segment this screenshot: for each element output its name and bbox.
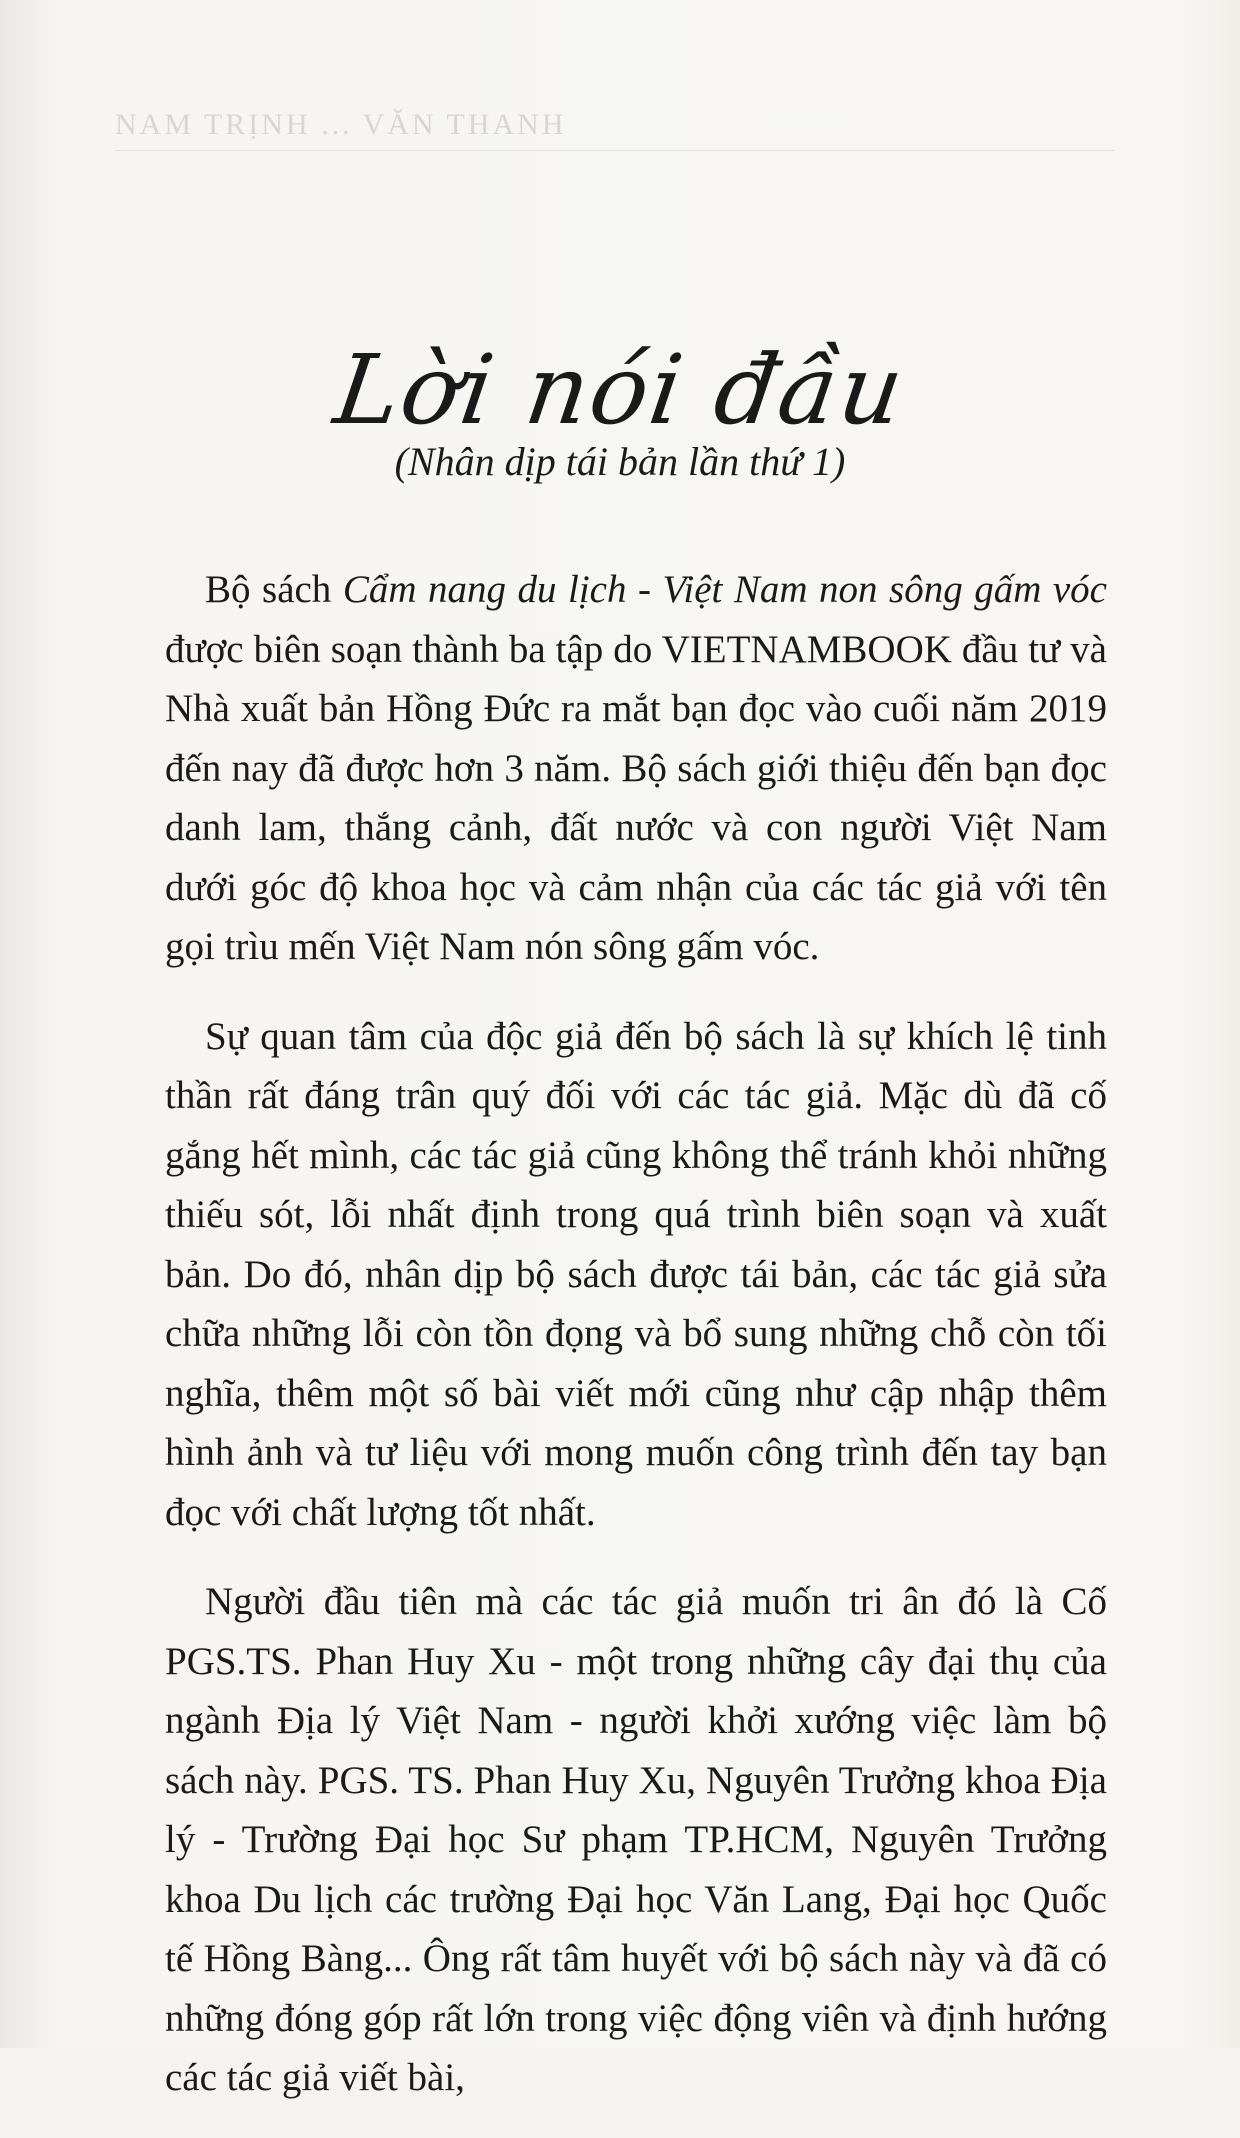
page-subtitle: (Nhân dịp tái bản lần thứ 1) [394, 439, 846, 484]
running-header: NAM TRỊNH ... VĂN THANH [115, 108, 567, 141]
paragraph-1-rest: được biên soạn thành ba tập do VIETNAMBOOK đầu tư và Nhà xuất bản Hồng Đức ra mắt bạn đọc vào cuối năm 2019 đến nay đã được hơn 3 năm. Bộ sách giới thiệu đến bạn đọc danh lam, thắng cảnh, đất nước và con người Việt Nam dưới góc độ khoa học và cảm nhận của các tác giả với tên gọi trìu mến Việt Nam nón sông gấm vóc. [165, 627, 1107, 968]
header-rule [115, 150, 1115, 151]
paragraph-2: Sự quan tâm của độc giả đến bộ sách là sự khích lệ tinh thần rất đáng trân quý đối với các tác giả. Mặc dù đã cố gắng hết mình, các tác giả cũng không thể tránh khỏi những thiếu sót, lỗi nhất định trong quá trình biên soạn và xuất bản. Do đó, nhân dịp bộ sách được tái bản, các tác giả sửa chữa những lỗi còn tồn đọng và bổ sung những chỗ còn tối nghĩa, thêm một số bài viết mới cũng như cập nhập thêm hình ảnh và tư liệu với mong muốn công trình đến tay bạn đọc với chất lượng tốt nhất. [165, 1014, 1107, 1534]
page-title: Lời nói đầu [328, 334, 912, 447]
book-title: Cẩm nang du lịch - Việt Nam non sông gấm vóc [342, 568, 1107, 611]
paragraph-1 [165, 560, 1107, 977]
paragraph-3: Người đầu tiên mà các tác giả muốn tri ân đó là Cố PGS.TS. Phan Huy Xu - một trong những cây đại thụ của ngành Địa lý Việt Nam - người khởi xướng việc làm bộ sách này. PGS. TS. Phan Huy Xu, Nguyên Trưởng khoa Địa lý - Trường Đại học Sư phạm TP.HCM, Nguyên Trưởng khoa Du lịch các trường Đại học Văn Lang, Đại học Quốc tế Hồng Bàng... Ông rất tâm huyết với bộ sách này và đã có những đóng góp rất lớn trong việc động viên và định hướng các tác giả viết bài, [165, 1580, 1107, 2099]
body-text [165, 560, 1107, 2138]
paragraph-1-lead: Bộ sách [205, 568, 343, 611]
